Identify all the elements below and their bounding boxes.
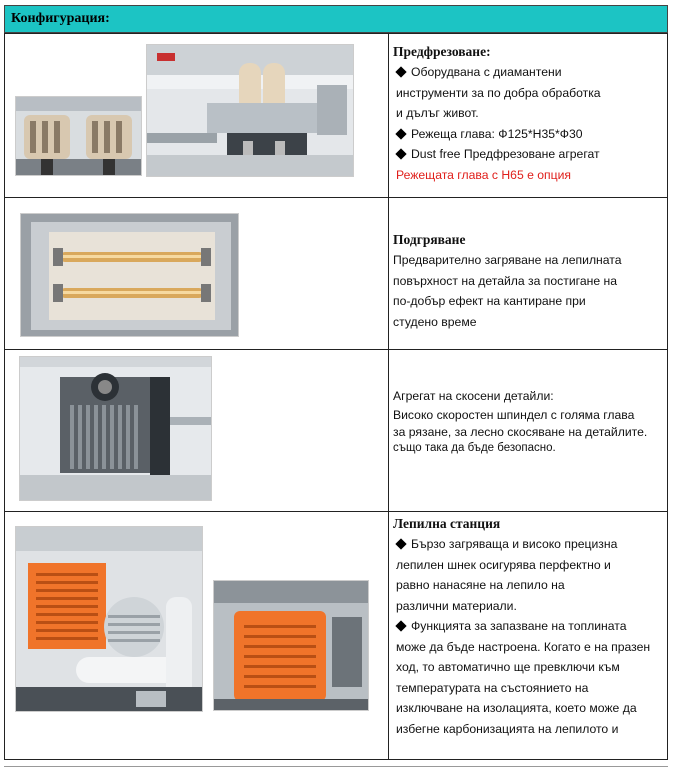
premilling-line: и дълъг живот.: [396, 106, 479, 120]
gluing-photo-left: [15, 526, 203, 712]
premilling-title: Предфрезоване:: [393, 44, 491, 59]
diamond-bullet-icon: [395, 128, 406, 139]
premilling-photo-small: [15, 96, 142, 176]
column-divider: [388, 198, 389, 349]
column-divider: [388, 512, 389, 759]
gluing-line: Функцията за запазване на топлината: [393, 616, 663, 637]
preheating-title: Подгряване: [393, 232, 466, 247]
row-premilling: [4, 33, 668, 198]
gluing-line: Бързо загряваща и високо прецизна: [393, 534, 663, 555]
row-gluing: [4, 512, 668, 760]
premilling-option-note: Режещата глава с H65 е опция: [396, 167, 572, 182]
config-header: [4, 5, 668, 33]
chamfering-title: Агрегат на скосени детайли:: [393, 389, 554, 403]
row-chamfering: [4, 350, 668, 512]
gluing-line: различни материали.: [396, 598, 517, 613]
diamond-bullet-icon: [395, 539, 406, 550]
chamfering-line: Високо скоростен шпиндел с голяма глава: [393, 407, 635, 422]
premilling-line: инструменти за по добра обработка: [396, 85, 601, 100]
preheating-line: Предварително загряване на лепилната: [393, 253, 622, 267]
premilling-line: Режеща глава: Ф125*H35*Ф30: [393, 124, 663, 145]
premilling-line: Оборудвана с диамантени: [393, 62, 663, 83]
premilling-line: Dust free Предфрезоване агрегат: [393, 144, 663, 165]
gluing-line: ход, то автоматично ще превключи към: [396, 660, 620, 674]
diamond-bullet-icon: [395, 621, 406, 632]
chamfering-line: за рязане, за лесно скосяване на детайлите.: [393, 424, 648, 439]
preheating-line: по-добър ефект на кантиране при: [393, 294, 586, 308]
gluing-line: равно нанасяне на лепило на: [396, 578, 565, 592]
preheating-photo: [20, 213, 239, 337]
column-divider: [388, 34, 389, 197]
gluing-line: може да бъде настроена. Когато е на празен: [396, 639, 651, 654]
gluing-line: изключване на изолацията, което може да: [396, 701, 637, 715]
column-divider: [388, 350, 389, 511]
chamfering-photo: [19, 356, 212, 501]
bottom-rule: [4, 766, 668, 767]
row-preheating: [4, 198, 668, 350]
gluing-line: температурата на състоянието на: [396, 680, 589, 695]
chamfering-line: също така да бъде безопасно.: [393, 441, 556, 454]
preheating-line: повърхност на детайла за постигане на: [393, 273, 618, 288]
diamond-bullet-icon: [395, 149, 406, 160]
diamond-bullet-icon: [395, 67, 406, 78]
gluing-line: избегне карбонизацията на лепилото и: [396, 721, 619, 736]
config-title: Конфигурация:: [11, 11, 110, 26]
gluing-photo-right: [213, 580, 369, 711]
preheating-line: студено време: [393, 314, 477, 329]
gluing-title: Лепилна станция: [393, 516, 501, 531]
premilling-photo-large: [146, 44, 354, 177]
gluing-line: лепилен шнек осигурява перфектно и: [396, 557, 611, 572]
